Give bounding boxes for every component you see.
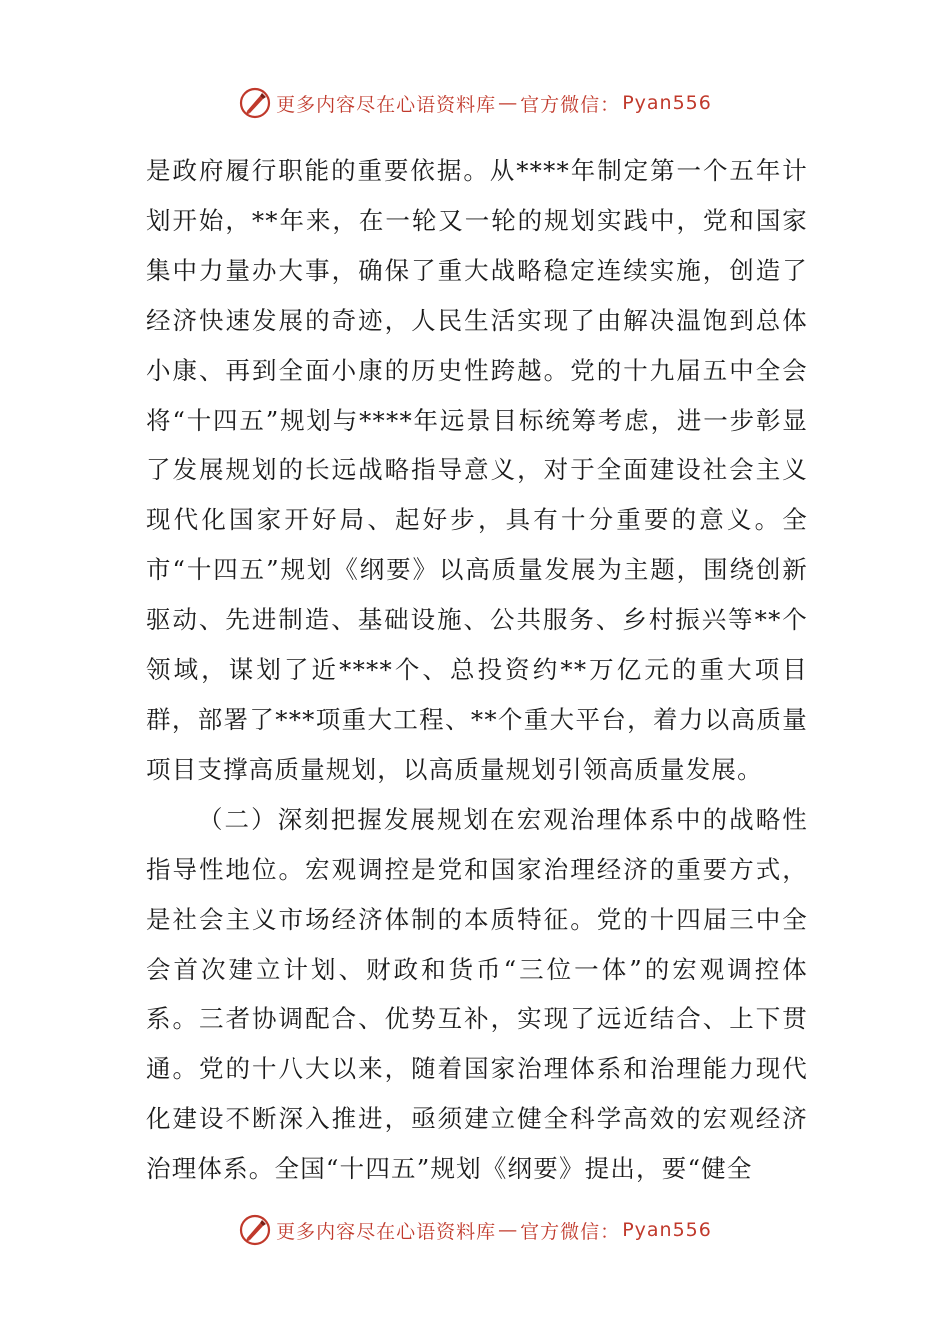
banner-main-text: 更多内容尽在心语资料库 <box>276 1220 497 1243</box>
body-paragraph: （二）深刻把握发展规划在宏观治理体系中的战略性指导性地位。宏观调控是党和国家治理经济的重要方式，是社会主义市场经济体制的本质特征。党的十四届三中全会首次建立计划、财政和货币“三位一体”的宏观调控体系。三者协调配合、优势互补，实现了远近结合、上下贯通。党的十八大以来，随着国家治理体系和治理能力现代化建设不断深入推进，亟须建立健全科学高效的宏观经济治理体系。全国“十四五”规划《纲要》提出，要“健全 <box>146 804 808 1184</box>
pen-circle-logo-icon <box>238 86 272 120</box>
banner-wechat-label: 官方微信： <box>520 93 621 116</box>
header-watermark-banner <box>0 83 950 123</box>
pen-circle-logo-icon <box>238 1213 272 1247</box>
banner-main-text: 更多内容尽在心语资料库 <box>276 93 497 116</box>
document-body <box>146 146 808 1194</box>
banner-wechat-label: 官方微信： <box>520 1220 621 1243</box>
banner-separator: — <box>498 1219 519 1241</box>
footer-watermark-banner <box>0 1210 950 1250</box>
banner-wechat-id: Pyan556 <box>622 1219 712 1241</box>
banner-separator: — <box>498 92 519 114</box>
banner-wechat-id: Pyan556 <box>622 92 712 114</box>
body-paragraph: 是政府履行职能的重要依据。从****年制定第一个五年计划开始，**年来，在一轮又一轮的规划实践中，党和国家集中力量办大事，确保了重大战略稳定连续实施，创造了经济快速发展的奇迹，人民生活实现了由解决温饱到总体小康、再到全面小康的历史性跨越。党的十九届五中全会将“十四五”规划与****年远景目标统筹考虑，进一步彰显了发展规划的长远战略指导意义，对于全面建设社会主义现代化国家开好局、起好步，具有十分重要的意义。全市“十四五”规划《纲要》以高质量发展为主题，围绕创新驱动、先进制造、基础设施、公共服务、乡村振兴等**个领域，谋划了近****个、总投资约**万亿元的重大项目群，部署了***项重大工程、**个重大平台，着力以高质量项目支撑高质量规划，以高质量规划引领高质量发展。 <box>146 156 808 784</box>
